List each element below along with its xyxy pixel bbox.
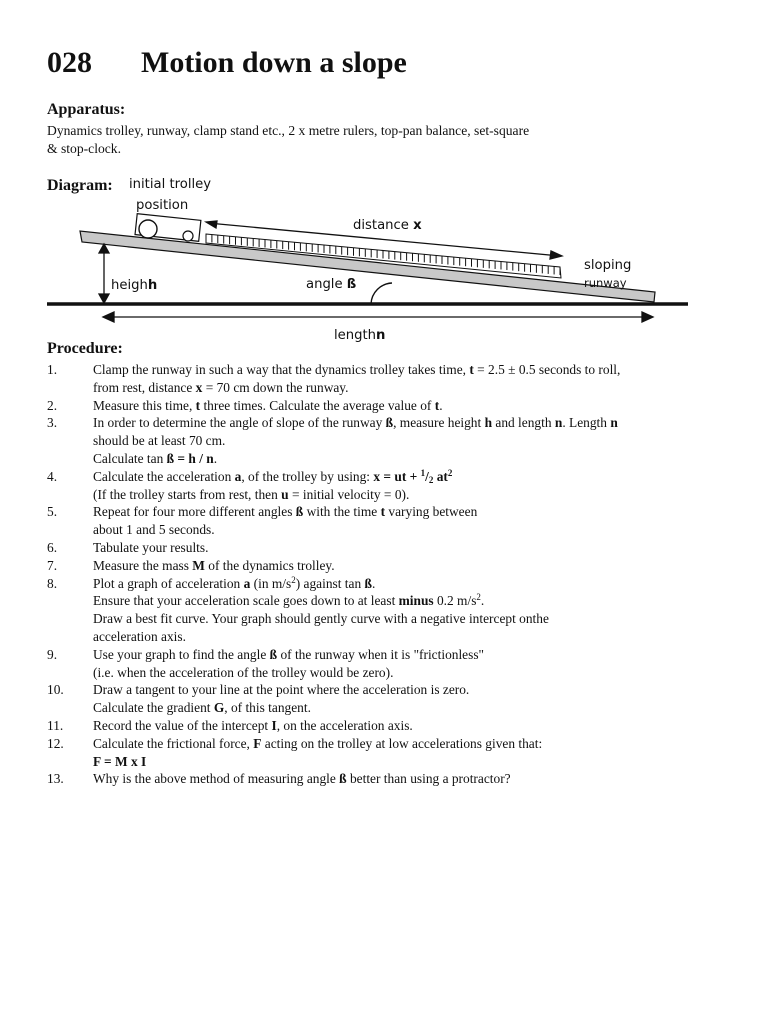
procedure-heading: Procedure:	[47, 340, 123, 357]
step-text: Measure this time, t three times. Calculate the average value of t.	[93, 397, 443, 413]
step-number: 12.	[47, 735, 64, 751]
distance-label: distance x	[353, 218, 422, 233]
step-text: Calculate the gradient G, of this tangent.	[93, 700, 311, 716]
step-number: 6.	[47, 539, 58, 555]
step-text: Ensure that your acceleration scale goes down to at least minus 0.2 $m/s^2$.	[93, 592, 485, 609]
step-text: Calculate the acceleration a, of the trolley by using: x = ut + $^1/_2$ $at^2$	[93, 467, 453, 485]
worksheet-number: 028	[47, 46, 92, 79]
procedure-step	[47, 539, 727, 557]
page-title: Motion down a slope	[141, 46, 407, 79]
length-symbol: n	[376, 328, 386, 343]
trolley-label-line-2: position	[136, 198, 189, 213]
apparatus-heading: Apparatus:	[47, 101, 126, 118]
step-text: Clamp the runway in such a way that the dynamics trolley takes time, t = 2.5 ± 0.5 seconds to roll,	[93, 362, 621, 377]
procedure-step	[47, 557, 727, 575]
procedure-step	[47, 770, 727, 788]
step-text: Record the value of the intercept I, on the acceleration axis.	[93, 717, 413, 733]
procedure-step	[47, 414, 727, 467]
step-text: Measure the mass M of the dynamics trolley.	[93, 557, 335, 573]
step-number: 11.	[47, 717, 64, 733]
runway-label: runway	[584, 276, 627, 290]
step-number: 13.	[47, 771, 64, 787]
apparatus-line-2: & stop-clock.	[47, 141, 121, 156]
step-formula: F = M x I	[93, 753, 147, 769]
step-number: 8.	[47, 575, 58, 591]
procedure-step	[47, 468, 727, 504]
step-text: Repeat for four more different angles ß with the time t varying between	[93, 504, 478, 520]
angle-symbol: ß	[346, 277, 357, 292]
slope-diagram	[0, 0, 768, 360]
procedure-step	[47, 681, 727, 717]
procedure-list	[47, 361, 727, 788]
diagram-heading: Diagram:	[47, 177, 113, 194]
step-text: Calculate the frictional force, F acting on the trolley at low accelerations given that:	[93, 735, 543, 751]
angle-label: angle ß	[306, 277, 357, 292]
step-text: (If the trolley starts from rest, then u = initial velocity = 0).	[93, 486, 410, 502]
procedure-step	[47, 397, 727, 415]
step-number: 9.	[47, 646, 58, 662]
step-text: acceleration axis.	[93, 628, 186, 644]
apparatus-line-1: Dynamics trolley, runway, clamp stand etc., 2 x metre rulers, top-pan balance, set-square	[47, 123, 530, 138]
step-text: Draw a tangent to your line at the point where the acceleration is zero.	[93, 682, 470, 698]
step-text: Tabulate your results.	[93, 539, 209, 555]
step-text: Use your graph to find the angle ß of the runway when it is "frictionless"	[93, 646, 485, 662]
procedure-step	[47, 575, 727, 646]
step-text: should be at least 70 cm.	[93, 433, 226, 449]
procedure-step	[47, 735, 727, 771]
angle-arc	[371, 283, 392, 304]
step-text: from rest, distance x = 70 cm down the runway.	[93, 379, 349, 395]
procedure-step	[47, 646, 727, 682]
distance-symbol: x	[413, 218, 422, 233]
step-number: 1.	[47, 362, 58, 377]
step-number: 3.	[47, 415, 58, 431]
step-text: Plot a graph of acceleration a (in $m/s^2$) against tan ß.	[93, 574, 376, 591]
step-number: 7.	[47, 557, 58, 573]
height-arrow	[99, 244, 109, 303]
procedure-step	[47, 503, 727, 539]
step-text: Why is the above method of measuring angle ß better than using a protractor?	[93, 771, 511, 787]
runway-plank	[80, 231, 655, 302]
trolley-label-line-1: initial trolley	[129, 177, 212, 192]
length-label: lengthn	[334, 328, 386, 343]
height-label: heighh	[111, 278, 158, 293]
step-text: Calculate tan ß = h / n.	[93, 450, 218, 466]
sloping-label: sloping	[584, 258, 632, 273]
step-text: In order to determine the angle of slope of the runway ß, measure height h and length n. Length n	[93, 415, 618, 431]
trolley	[135, 214, 201, 242]
step-number: 4.	[47, 468, 58, 484]
step-text: (i.e. when the acceleration of the trolley would be zero).	[93, 664, 394, 680]
procedure-step	[47, 717, 727, 735]
procedure-step	[47, 361, 727, 397]
step-text: Draw a best fit curve. Your graph should gently curve with a negative intercept onthe	[93, 611, 549, 627]
step-number: 2.	[47, 397, 58, 413]
step-number: 5.	[47, 504, 58, 520]
height-symbol: h	[147, 278, 158, 293]
length-arrow	[103, 312, 653, 322]
step-number: 10.	[47, 682, 64, 698]
step-text: about 1 and 5 seconds.	[93, 522, 215, 538]
